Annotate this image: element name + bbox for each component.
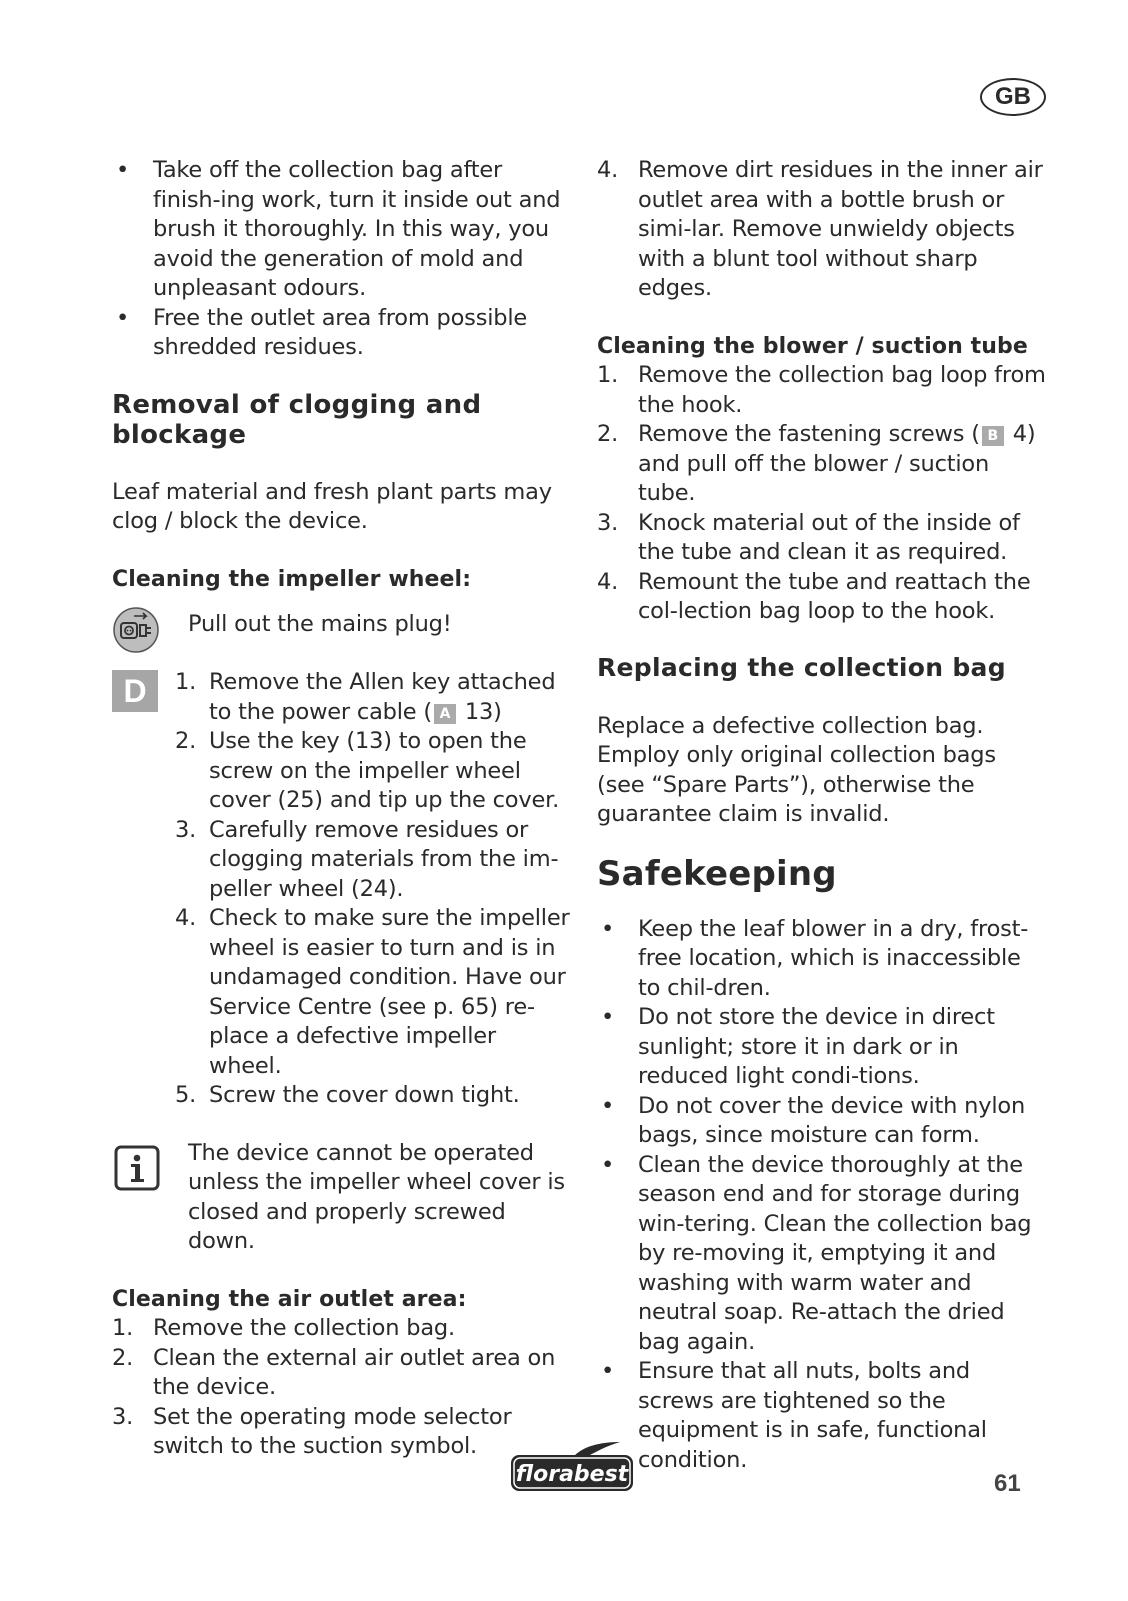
air-outlet-steps <box>112 1314 572 1462</box>
list-item: 1. Remove the Allen key attached to the power cable ( A 13) <box>175 669 556 725</box>
list-item: 4. Check to make sure the impeller wheel is easier to turn and is in undamaged condition. Have our Service Centre (see p. 65) re-place a defective impeller wheel. <box>175 905 570 1079</box>
info-note <box>112 1139 572 1257</box>
figure-marker-d: D <box>112 670 158 712</box>
florabest-logo <box>508 1440 636 1494</box>
list-item: 4. Remove dirt residues in the inner air outlet area with a bottle brush or simi-lar. Remove unwieldy objects with a blunt tool without sharp edges. <box>597 157 1043 301</box>
impeller-steps <box>175 668 572 1111</box>
right-column <box>597 156 1047 1475</box>
air-outlet-heading: Cleaning the air outlet area: <box>112 1286 467 1312</box>
list-item: • Do not store the device in direct sunlight; store it in dark or in reduced light condi-tions. <box>601 1004 995 1089</box>
replace-text: Replace a defective collection bag. Employ only original collection bags (see “Spare Parts”), otherwise the guarantee claim is invalid. <box>597 712 996 827</box>
list-item: 2. Clean the external air outlet area on the device. <box>112 1344 556 1400</box>
plug-warning-row <box>112 610 572 660</box>
replace-heading: Replacing the collection bag <box>597 652 1006 682</box>
left-column <box>112 156 572 1462</box>
brand-name: florabest <box>515 1462 629 1487</box>
figure-ref-a: A <box>434 704 456 724</box>
list-item: • Clean the device thoroughly at the season end and for storage during win-tering. Clean the collection bag by re-moving it, emptying it and washing with warm water and neutral soap. Re-attach the dried bag again. <box>601 1151 1032 1355</box>
plug-warning-text: Pull out the mains plug! <box>188 611 452 637</box>
unplug-icon <box>112 606 160 654</box>
figure-ref-b: B <box>982 426 1004 446</box>
info-note-text: The device cannot be operated unless the impeller wheel cover is closed and properly screwed down. <box>188 1139 565 1254</box>
impeller-heading: Cleaning the impeller wheel: <box>112 566 472 592</box>
list-item: 3. Carefully remove residues or clogging materials from the im-peller wheel (24). <box>175 816 559 902</box>
list-item: 1. Remove the collection bag loop from the hook. <box>597 362 1046 418</box>
safekeeping-bullets <box>597 915 1047 1476</box>
tube-heading: Cleaning the blower / suction tube <box>597 333 1028 359</box>
list-item: • Free the outlet area from possible shredded residues. <box>116 304 528 360</box>
info-icon <box>114 1145 160 1191</box>
list-item: • Keep the leaf blower in a dry, frost-free location, which is inaccessible to chil-dren. <box>601 915 1029 1001</box>
language-badge: GB <box>980 78 1046 116</box>
list-item: • Ensure that all nuts, bolts and screws are tightened so the equipment is in safe, functional condition. <box>601 1358 987 1473</box>
impeller-steps-block <box>112 668 572 1111</box>
page-number: 61 <box>994 1470 1021 1497</box>
list-item: 5. Screw the cover down tight. <box>175 1082 520 1108</box>
air-outlet-steps-continued <box>597 156 1047 304</box>
intro-bullet-list <box>112 156 572 363</box>
tube-steps <box>597 361 1047 627</box>
list-item: 2. Remove the fastening screws ( B 4) and pull off the blower / suction tube. <box>597 421 1036 506</box>
removal-heading: Removal of clogging and blockage <box>112 389 482 450</box>
list-item: 3. Knock material out of the inside of the tube and clean it as required. <box>597 509 1020 565</box>
safekeeping-heading: Safekeeping <box>597 853 837 894</box>
list-item: 4. Remount the tube and reattach the col-lection bag loop to the hook. <box>597 568 1031 624</box>
list-item: 1. Remove the collection bag. <box>112 1315 455 1341</box>
list-item: • Take off the collection bag after finish-ing work, turn it inside out and brush it thoroughly. In this way, you avoid the generation of mold and unpleasant odours. <box>116 157 561 301</box>
list-item: 2. Use the key (13) to open the screw on the impeller wheel cover (25) and tip up the cover. <box>175 728 560 813</box>
list-item: 3. Set the operating mode selector switch to the suction symbol. <box>112 1403 512 1459</box>
removal-text: Leaf material and fresh plant parts may clog / block the device. <box>112 478 552 534</box>
list-item: • Do not cover the device with nylon bags, since moisture can form. <box>601 1092 1026 1148</box>
